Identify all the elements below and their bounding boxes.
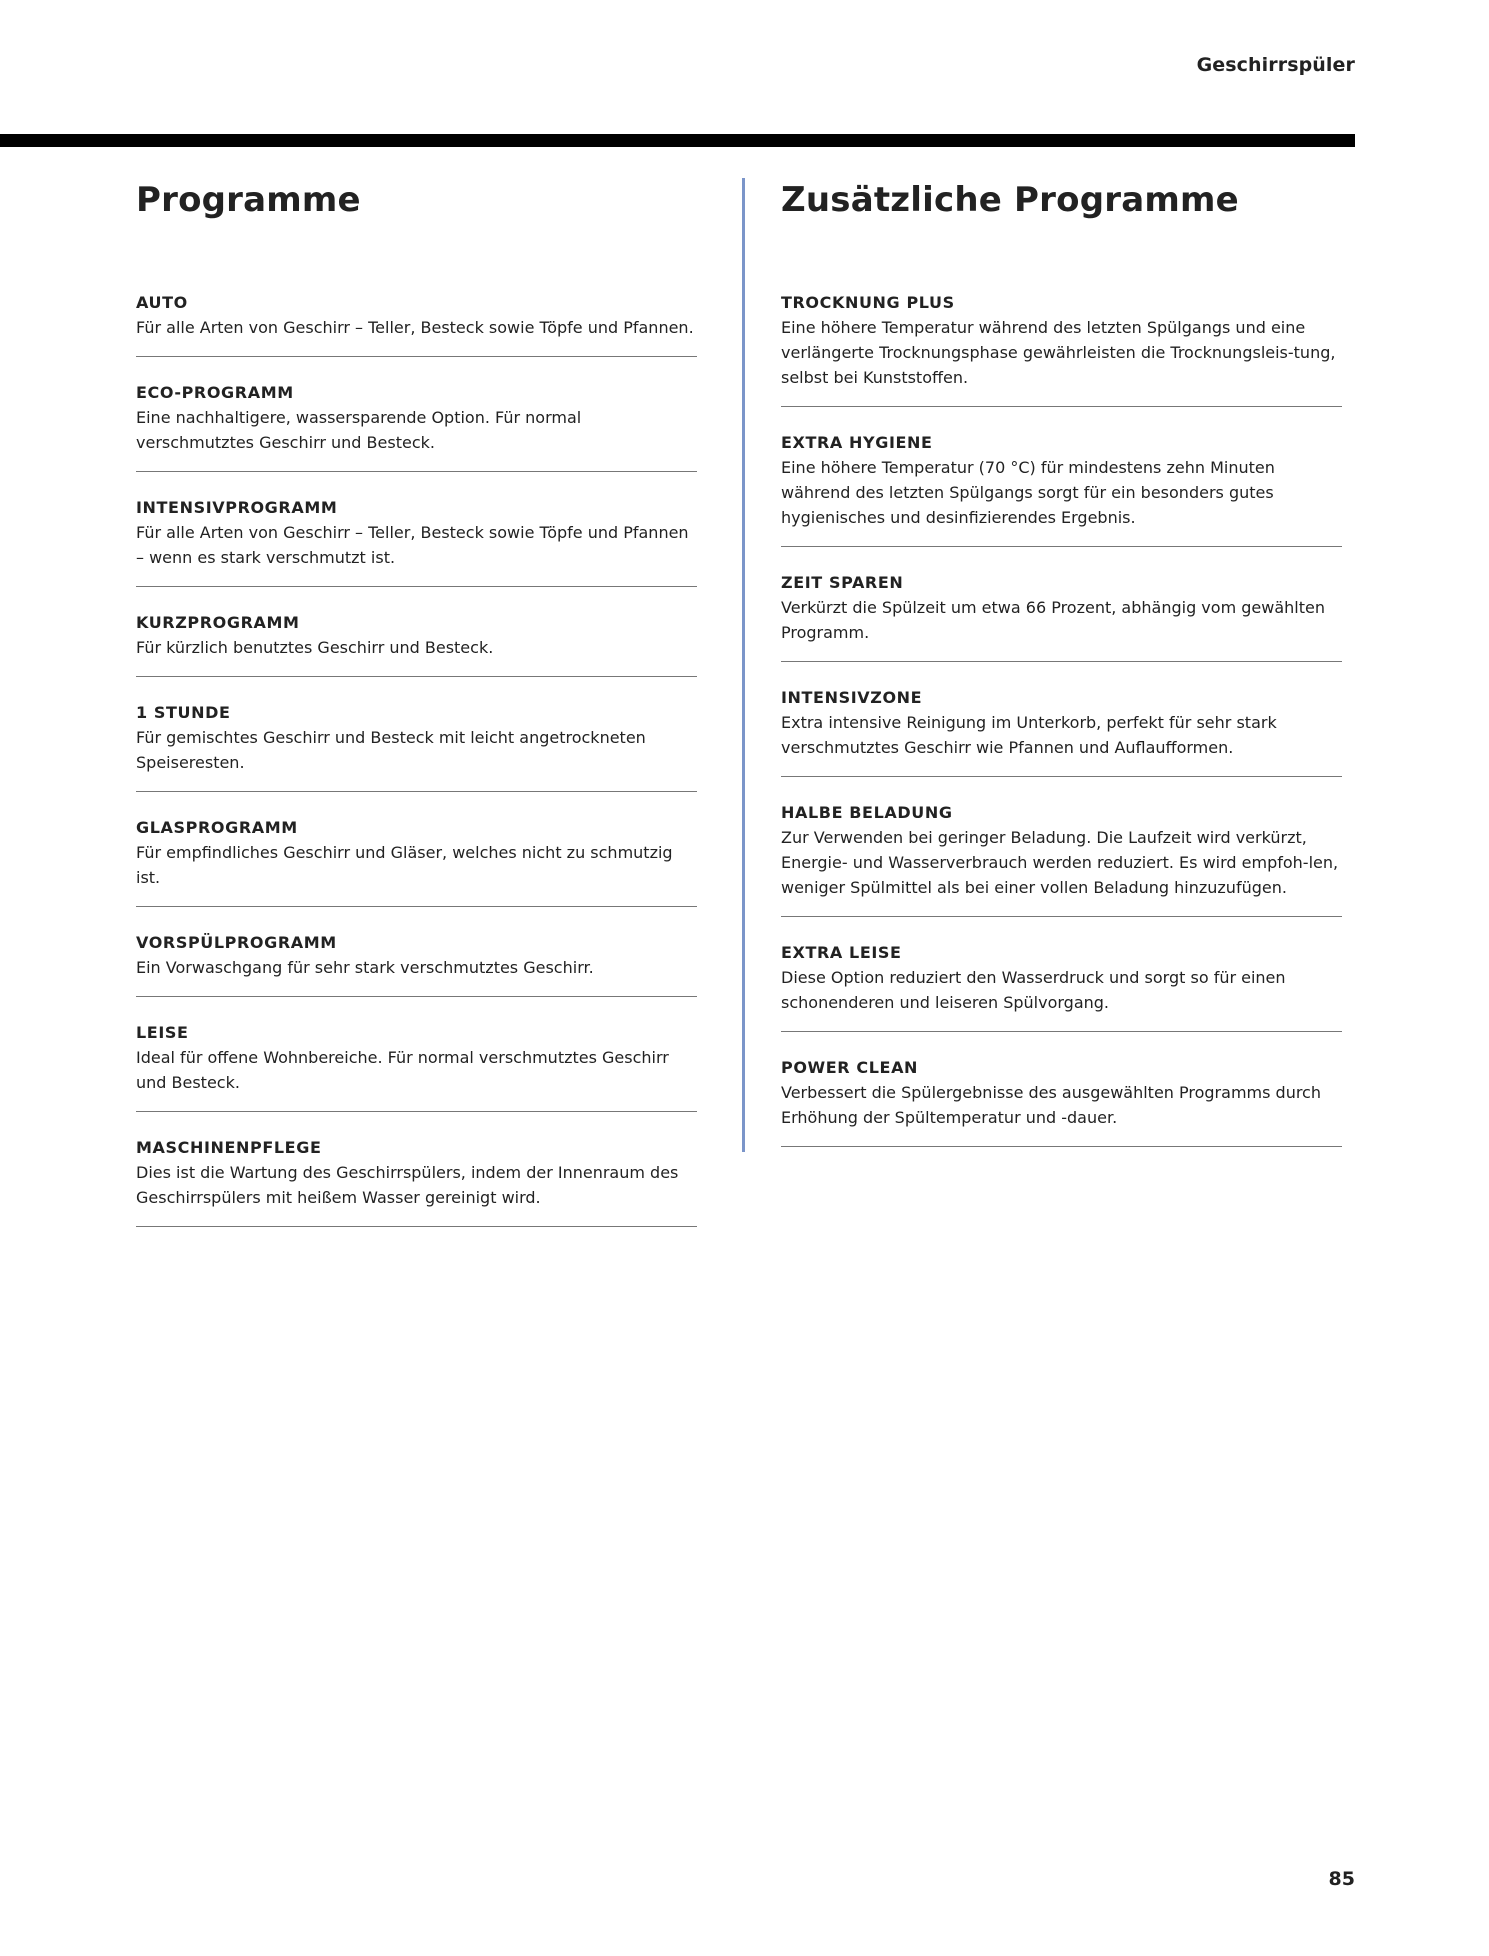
option-description: Eine höhere Temperatur (70 °C) für mindestens zehn Minuten während des letzten Spülgangs sorgt für ein besonders gutes hygienisches und desinfizierendes Ergebnis.: [781, 458, 1275, 527]
program-name: LEISE: [136, 1023, 189, 1042]
additional-programs-column: [781, 180, 1342, 1170]
column-divider: [742, 178, 745, 1152]
program-name: INTENSIVPROGRAMM: [136, 498, 338, 517]
program-name: MASCHINENPFLEGE: [136, 1138, 322, 1157]
program-name: GLASPROGRAMM: [136, 818, 298, 837]
section-header: Geschirrspüler: [1196, 54, 1355, 76]
program-item: [136, 1020, 697, 1112]
option-item: [781, 570, 1342, 662]
program-description: Dies ist die Wartung des Geschirrspülers, indem der Innenraum des Geschirrspülers mit heißem Wasser gereinigt wird.: [136, 1163, 679, 1207]
additional-programs-title: Zusätzliche Programme: [781, 180, 1239, 220]
option-description: Verkürzt die Spülzeit um etwa 66 Prozent, abhängig vom gewählten Programm.: [781, 598, 1325, 642]
program-name: KURZPROGRAMM: [136, 613, 300, 632]
programs-column: [136, 180, 697, 1250]
program-item: [136, 815, 697, 907]
program-description: Für alle Arten von Geschirr – Teller, Besteck sowie Töpfe und Pfannen.: [136, 318, 694, 337]
program-description: Für kürzlich benutztes Geschirr und Besteck.: [136, 638, 494, 657]
program-name: 1 STUNDE: [136, 703, 231, 722]
program-description: Eine nachhaltigere, wassersparende Option. Für normal verschmutztes Geschirr und Besteck.: [136, 408, 582, 452]
program-name: VORSPÜLPROGRAMM: [136, 933, 337, 952]
option-name: ZEIT SPAREN: [781, 573, 904, 592]
program-item: [136, 1135, 697, 1227]
option-description: Extra intensive Reinigung im Unterkorb, perfekt für sehr stark verschmutztes Geschirr wie Pfannen und Auflaufformen.: [781, 713, 1277, 757]
program-item: [136, 290, 697, 357]
option-description: Diese Option reduziert den Wasserdruck und sorgt so für einen schonenderen und leiseren Spülvorgang.: [781, 968, 1286, 1012]
page-number: 85: [1328, 1868, 1355, 1890]
option-item: [781, 940, 1342, 1032]
program-name: ECO-PROGRAMM: [136, 383, 294, 402]
option-name: EXTRA LEISE: [781, 943, 902, 962]
option-name: HALBE BELADUNG: [781, 803, 953, 822]
option-name: EXTRA HYGIENE: [781, 433, 933, 452]
program-description: Für empfindliches Geschirr und Gläser, welches nicht zu schmutzig ist.: [136, 843, 673, 887]
program-description: Ideal für offene Wohnbereiche. Für normal verschmutztes Geschirr und Besteck.: [136, 1048, 669, 1092]
program-description: Ein Vorwaschgang für sehr stark verschmutztes Geschirr.: [136, 958, 594, 977]
program-item: [136, 930, 697, 997]
program-item: [136, 700, 697, 792]
program-item: [136, 610, 697, 677]
program-name: AUTO: [136, 293, 188, 312]
option-description: Eine höhere Temperatur während des letzten Spülgangs und eine verlängerte Trocknungsphase gewährleisten die Trocknungsleis-tung, selbst bei Kunststoffen.: [781, 318, 1336, 387]
option-item: [781, 430, 1342, 547]
program-description: Für gemischtes Geschirr und Besteck mit leicht angetrockneten Speiseresten.: [136, 728, 646, 772]
option-description: Verbessert die Spülergebnisse des ausgewählten Programms durch Erhöhung der Spültemperatur und -dauer.: [781, 1083, 1321, 1127]
program-item: [136, 495, 697, 587]
program-description: Für alle Arten von Geschirr – Teller, Besteck sowie Töpfe und Pfannen – wenn es stark verschmutzt ist.: [136, 523, 689, 567]
option-item: [781, 290, 1342, 407]
option-name: INTENSIVZONE: [781, 688, 923, 707]
option-item: [781, 800, 1342, 917]
header-rule: [0, 134, 1355, 147]
option-description: Zur Verwenden bei geringer Beladung. Die Laufzeit wird verkürzt, Energie- und Wasserverbrauch werden reduziert. Es wird empfoh-len, weniger Spülmittel als bei einer vollen Beladung hinzuzufügen.: [781, 828, 1339, 897]
programs-title: Programme: [136, 180, 361, 220]
option-name: POWER CLEAN: [781, 1058, 919, 1077]
option-name: TROCKNUNG PLUS: [781, 293, 955, 312]
option-item: [781, 1055, 1342, 1147]
option-item: [781, 685, 1342, 777]
program-item: [136, 380, 697, 472]
